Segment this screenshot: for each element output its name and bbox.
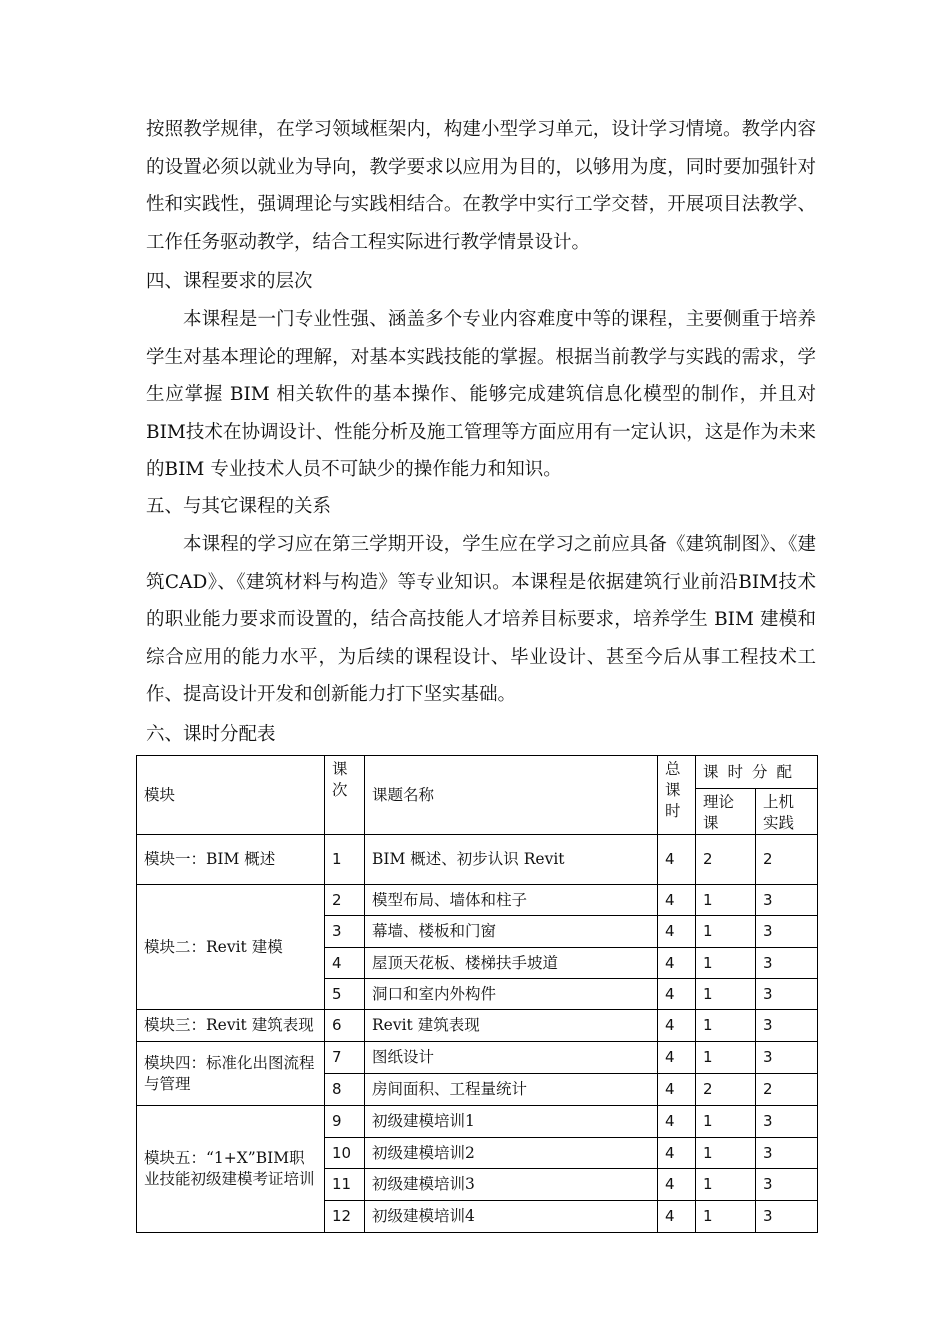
topic-cell: 图纸设计 [365, 1042, 658, 1074]
practice-cell: 3 [756, 885, 818, 916]
session-cell: 12 [325, 1201, 365, 1233]
table-row [137, 1106, 818, 1138]
session-cell: 5 [325, 979, 365, 1010]
section-heading-5: 五、与其它课程的关系 [146, 496, 332, 517]
session-cell: 11 [325, 1169, 365, 1201]
module-cell: 模块四：标准化出图流程与管理 [137, 1042, 325, 1106]
total-cell: 4 [658, 835, 696, 885]
hours-allocation-table [136, 755, 818, 1233]
table-row [137, 835, 818, 885]
header-practice: 上机 实践 [756, 789, 818, 835]
session-cell: 8 [325, 1074, 365, 1106]
session-cell: 6 [325, 1010, 365, 1042]
session-cell: 1 [325, 835, 365, 885]
theory-cell: 1 [696, 1106, 756, 1138]
practice-cell: 3 [756, 948, 818, 979]
paragraph-course-relation: 本课程的学习应在第三学期开设，学生应在学习之前应具备《建筑制图》、《建筑CAD》、《建筑材料与构造》等专业知识。本课程是依据建筑行业前沿BIM技术的职业能力要求而设置的，结合高技能人才培养目标要求，培养学生 BIM 建模和综合应用的能力水平，为后续的课程设计、毕业设计、甚至今后从事工程技术工作、提高设计开发和创新能力打下坚实基础。 [146, 534, 816, 706]
session-cell: 3 [325, 916, 365, 948]
module-cell: 模块二：Revit 建模 [137, 885, 325, 1010]
topic-cell: 模型布局、墙体和柱子 [365, 885, 658, 916]
total-cell: 4 [658, 1201, 696, 1233]
practice-cell: 3 [756, 1042, 818, 1074]
header-module: 模块 [137, 756, 325, 835]
total-cell: 4 [658, 1106, 696, 1138]
header-topic: 课题名称 [365, 756, 658, 835]
theory-cell: 1 [696, 916, 756, 948]
total-cell: 4 [658, 1074, 696, 1106]
practice-cell: 2 [756, 1074, 818, 1106]
practice-cell: 3 [756, 916, 818, 948]
total-cell: 4 [658, 1169, 696, 1201]
practice-cell: 3 [756, 1169, 818, 1201]
header-total-hours: 总 课 时 [658, 756, 696, 835]
topic-cell: 屋顶天花板、楼梯扶手坡道 [365, 948, 658, 979]
topic-cell: 初级建模培训4 [365, 1201, 658, 1233]
theory-cell: 1 [696, 1042, 756, 1074]
topic-cell: Revit 建筑表现 [365, 1010, 658, 1042]
theory-cell: 1 [696, 979, 756, 1010]
practice-cell: 2 [756, 835, 818, 885]
topic-cell: BIM 概述、初步认识 Revit [365, 835, 658, 885]
theory-cell: 2 [696, 1074, 756, 1106]
header-session: 课 次 [325, 756, 365, 835]
section-heading-6: 六、课时分配表 [146, 724, 276, 745]
practice-cell: 3 [756, 979, 818, 1010]
paragraph-teaching-method: 按照教学规律，在学习领域框架内，构建小型学习单元，设计学习情境。教学内容的设置必须以就业为导向，教学要求以应用为目的，以够用为度，同时要加强针对性和实践性，强调理论与实践相结合。在教学中实行工学交替，开展项目法教学、工作任务驱动教学，结合工程实际进行教学情景设计。 [146, 119, 816, 253]
session-cell: 10 [325, 1138, 365, 1169]
table-row [137, 1042, 818, 1074]
practice-cell: 3 [756, 1201, 818, 1233]
module-cell: 模块一：BIM 概述 [137, 835, 325, 885]
section-heading-4: 四、课程要求的层次 [146, 271, 313, 292]
theory-cell: 1 [696, 1169, 756, 1201]
total-cell: 4 [658, 948, 696, 979]
theory-cell: 2 [696, 835, 756, 885]
total-cell: 4 [658, 1138, 696, 1169]
session-cell: 4 [325, 948, 365, 979]
theory-cell: 1 [696, 885, 756, 916]
module-cell: 模块五：“1+X”BIM职业技能初级建模考证培训 [137, 1106, 325, 1233]
header-hours-allocation: 课时分配 [696, 756, 818, 789]
paragraph-course-level: 本课程是一门专业性强、涵盖多个专业内容难度中等的课程，主要侧重于培养学生对基本理论的理解，对基本实践技能的掌握。根据当前教学与实践的需求，学生应掌握 BIM 相关软件的基本操作、能够完成建筑信息化模型的制作，并且对BIM技术在协调设计、性能分析及施工管理等方面应用有一定认识，这是作为未来的BIM 专业技术人员不可缺少的操作能力和知识。 [146, 309, 816, 481]
table-row [137, 885, 818, 916]
theory-cell: 1 [696, 1201, 756, 1233]
table-row [137, 1010, 818, 1042]
total-cell: 4 [658, 916, 696, 948]
topic-cell: 初级建模培训2 [365, 1138, 658, 1169]
module-cell: 模块三：Revit 建筑表现 [137, 1010, 325, 1042]
theory-cell: 1 [696, 948, 756, 979]
topic-cell: 初级建模培训1 [365, 1106, 658, 1138]
practice-cell: 3 [756, 1138, 818, 1169]
practice-cell: 3 [756, 1010, 818, 1042]
total-cell: 4 [658, 1010, 696, 1042]
topic-cell: 初级建模培训3 [365, 1169, 658, 1201]
session-cell: 2 [325, 885, 365, 916]
header-theory: 理论 课 [696, 789, 756, 835]
topic-cell: 幕墙、楼板和门窗 [365, 916, 658, 948]
topic-cell: 洞口和室内外构件 [365, 979, 658, 1010]
session-cell: 7 [325, 1042, 365, 1074]
theory-cell: 1 [696, 1010, 756, 1042]
practice-cell: 3 [756, 1106, 818, 1138]
theory-cell: 1 [696, 1138, 756, 1169]
session-cell: 9 [325, 1106, 365, 1138]
total-cell: 4 [658, 885, 696, 916]
topic-cell: 房间面积、工程量统计 [365, 1074, 658, 1106]
total-cell: 4 [658, 979, 696, 1010]
total-cell: 4 [658, 1042, 696, 1074]
